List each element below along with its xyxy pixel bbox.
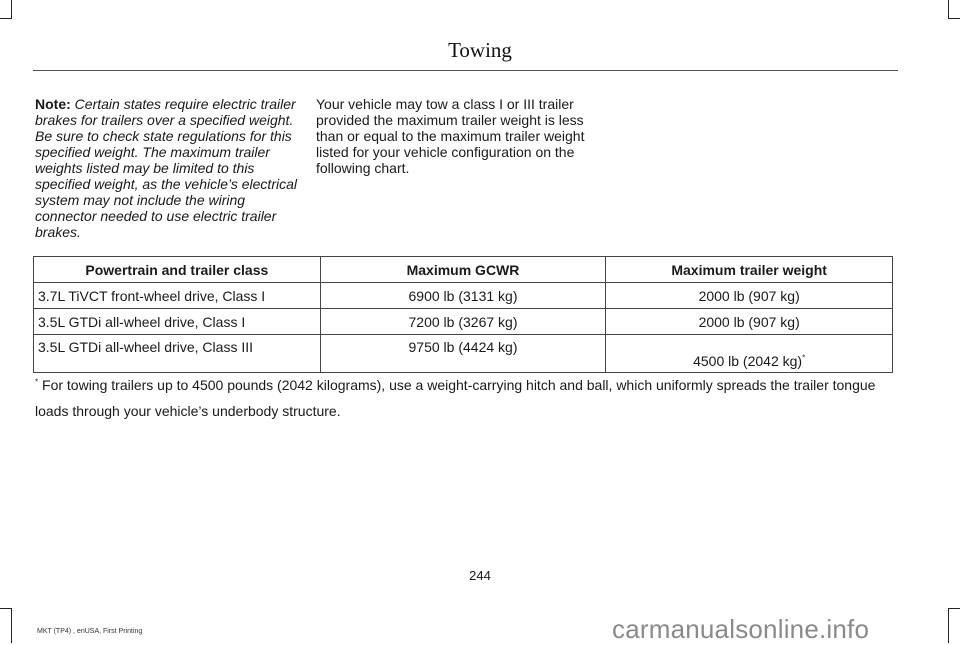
cell-powertrain: 3.5L GTDi all-wheel drive, Class I (34, 309, 321, 335)
cell-gcwr: 9750 lb (4424 kg) (320, 335, 606, 373)
cell-powertrain: 3.5L GTDi all-wheel drive, Class III (34, 335, 321, 373)
crop-mark-bottom-left-h (0, 608, 12, 609)
header-max-gcwr: Maximum GCWR (320, 257, 606, 283)
cell-trailer-weight: 2000 lb (907 kg) (606, 283, 893, 309)
table-row (34, 335, 893, 373)
note-text: Certain states require electric trailer brakes for trailers over a specified weight. Be sure to check state regulations for this specified weight. The maximum trailer weights listed may be limited to this specified weight, as the vehicle’s electrical system may not include the wiring connector needed to use electric trailer brakes. (35, 96, 297, 240)
print-footer: MKT (TP4) , enUSA, First Printing (37, 628, 143, 635)
crop-mark-top-right-v (948, 0, 949, 18)
cell-trailer-weight: 4500 lb (2042 kg) (693, 353, 803, 369)
table-header-row (34, 257, 893, 283)
footnote-star: * (35, 377, 39, 387)
note-paragraph (35, 96, 307, 240)
crop-mark-top-right-h (948, 18, 960, 19)
note-label: Note: (35, 96, 71, 112)
crop-mark-top-left-h (0, 18, 12, 19)
cell-trailer-weight-footnoted (606, 335, 893, 373)
footnote-text: For towing trailers up to 4500 pounds (2042 kilograms), use a weight-carrying hitch and ball, which uniformly spreads the trailer tongue loads through your vehicle’s underbody structure. (35, 377, 876, 419)
cell-gcwr: 7200 lb (3267 kg) (320, 309, 606, 335)
page-title: Towing (448, 38, 512, 62)
footnote (35, 372, 895, 424)
cell-powertrain: 3.7L TiVCT front-wheel drive, Class I (34, 283, 321, 309)
header-powertrain: Powertrain and trailer class (34, 257, 321, 283)
table-row (34, 283, 893, 309)
table-row (34, 309, 893, 335)
watermark-logo: carmanualsonline.info (612, 614, 870, 644)
intro-paragraph: Your vehicle may tow a class I or III trailer provided the maximum trailer weight is less than or equal to the maximum trailer weight listed for your vehicle configuration on the following chart. (316, 96, 585, 176)
trailer-weight-table (33, 256, 893, 373)
footnote-marker: * (802, 353, 806, 363)
page-number: 244 (469, 568, 491, 583)
crop-mark-top-left-v (11, 0, 12, 18)
cell-trailer-weight: 2000 lb (907 kg) (606, 309, 893, 335)
crop-mark-bottom-right-h (948, 608, 960, 609)
cell-gcwr: 6900 lb (3131 kg) (320, 283, 606, 309)
crop-mark-bottom-right-v (948, 608, 949, 643)
header-divider (33, 70, 898, 71)
header-max-trailer-weight: Maximum trailer weight (606, 257, 893, 283)
crop-mark-bottom-left-v (11, 608, 12, 643)
